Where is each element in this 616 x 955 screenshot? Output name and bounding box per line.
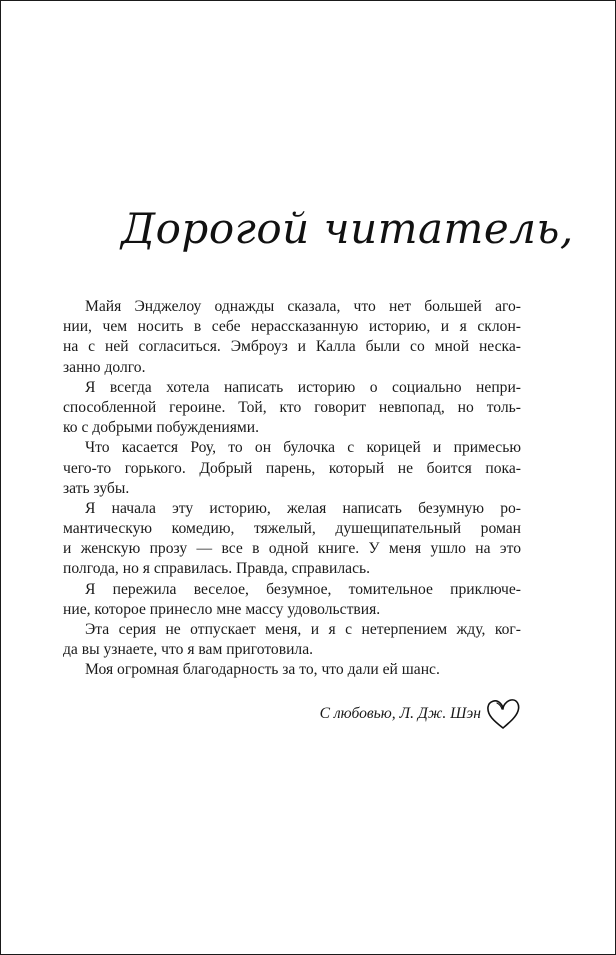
- signature: [291, 696, 521, 732]
- text-line: Моя огромная благодарность за то, что дали ей шанс.: [85, 661, 440, 679]
- text-line: полгода, но я справилась. Правда, справилась.: [63, 560, 370, 578]
- text-line: и женскую прозу — все в одной книге. У меня ушло на это: [63, 540, 521, 558]
- text-line: ко с добрыми побуждениями.: [63, 419, 260, 437]
- text-line: на с ней согласиться. Эмброуз и Калла были со мной неска-: [63, 338, 521, 356]
- text-line: занно долго.: [63, 358, 146, 376]
- letter-heading: Дорогой читатель,: [121, 204, 574, 253]
- letter-body: [63, 297, 521, 681]
- text-line: ние, которое принесло мне массу удовольствия.: [63, 600, 381, 618]
- signature-text: С любовью, Л. Дж. Шэн: [319, 705, 481, 722]
- heart-icon: [485, 697, 521, 731]
- text-line: чего-то горького. Добрый парень, который не боится пока-: [63, 459, 521, 477]
- text-line: нии, чем носить в себе нерассказанную историю, и я склон-: [63, 318, 521, 336]
- text-line: Я начала эту историю, желая написать безумную ро-: [85, 499, 521, 517]
- text-line: способленной героине. Той, кто говорит невпопад, но толь-: [63, 398, 521, 416]
- text-line: Эта серия не отпускает меня, и я с нетерпением жду, ког-: [85, 621, 521, 638]
- text-line: мантическую комедию, тяжелый, душещипательный роман: [63, 520, 521, 538]
- text-line: да вы узнаете, что я вам приготовила.: [63, 641, 314, 659]
- text-line: Я всегда хотела написать историю о социально непри-: [85, 378, 521, 396]
- text-line: зать зубы.: [63, 479, 130, 497]
- text-line: Я пережила веселое, безумное, томительное приключе-: [85, 580, 521, 598]
- text-line: Что касается Роу, то он булочка с корицей и примесью: [85, 439, 521, 457]
- text-line: Майя Энджелоу однажды сказала, что нет большей аго-: [85, 298, 521, 315]
